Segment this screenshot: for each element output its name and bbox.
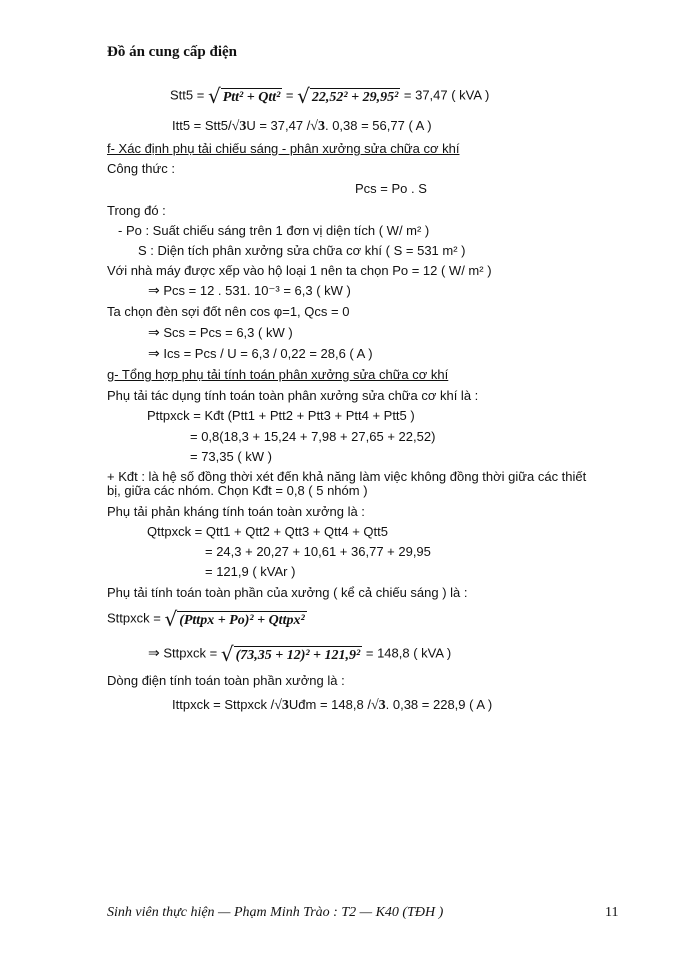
stt5-lhs: Stt5 =: [170, 87, 205, 103]
radical-sttpxck-numeric: √ (73,35 + 12)² + 121,9²: [220, 642, 361, 666]
sqrt3-symbol: √3: [231, 119, 247, 134]
equation-itt5: Itt5 = Stt5/√3U = 37,47 /√3. 0,38 = 56,77 ( A ): [172, 118, 432, 134]
kdt-note-line-2: bị, giữa các nhóm. Chọn Kđt = 0,8 ( 5 nhóm ): [107, 483, 368, 498]
section-g-heading: g- Tổng hợp phụ tải tính toán phân xưởng sửa chữa cơ khí: [107, 367, 449, 382]
pcs-result-line: ⇒ Pcs = 12 . 531. 10⁻³ = 6,3 ( kW ): [148, 283, 351, 299]
sqrt3-symbol: √3: [310, 119, 325, 134]
equation-ittpxck: Ittpxck = Sttpxck /√3Uđm = 148,8 /√3. 0,38 = 228,9 ( A ): [172, 697, 493, 713]
q-equation-line-2: = 24,3 + 20,27 + 10,61 + 36,77 + 29,95: [205, 544, 431, 559]
implies-arrow-icon: ⇒: [148, 325, 160, 341]
page-header-title: Đồ án cung cấp điện: [107, 44, 238, 60]
section-f-heading: f- Xác định phụ tải chiếu sáng - phân xưởng sửa chữa cơ khí: [107, 141, 460, 156]
formula-label: Công thức :: [107, 161, 175, 176]
q-equation-line-1: Qttpxck = Qtt1 + Qtt2 + Qtt3 + Qtt4 + Qtt5: [147, 524, 388, 539]
formula-pcs: Pcs = Po . S: [355, 181, 427, 196]
radical-sttpxck-symbolic: √ (Pttpx + Po)² + Qttpx²: [164, 607, 305, 631]
implies-arrow-icon: ⇒: [148, 283, 160, 299]
lamp-choice: Ta chọn đèn sợi đốt nên cos φ=1, Qcs = 0: [107, 304, 350, 319]
where-label: Trong đó :: [107, 203, 166, 218]
scs-result-line: ⇒ Scs = Pcs = 6,3 ( kW ): [148, 325, 293, 341]
radical-stt5-numeric: √ 22,52² + 29,95²: [297, 84, 399, 108]
sqrt3-symbol: √3: [274, 698, 289, 713]
definition-po: - Po : Suất chiếu sáng trên 1 đơn vị diện tích ( W/ m² ): [118, 223, 430, 238]
kdt-note-line-1: + Kđt : là hệ số đồng thời xét đến khả năng làm việc không đồng thời giữa các thiết: [107, 469, 587, 484]
p-equation-line-1: Pttpxck = Kđt (Ptt1 + Ptt2 + Ptt3 + Ptt4 + Ptt5 ): [147, 408, 415, 423]
p-equation-line-2: = 0,8(18,3 + 15,24 + 7,98 + 27,65 + 22,52): [190, 429, 436, 444]
stt5-result: = 37,47 ( kVA ): [403, 87, 490, 103]
footer-author: Sinh viên thực hiện — Phạm Minh Trào : T2 — K40 (TĐH ): [107, 905, 444, 920]
equation-sttpxck-symbolic: Sttpxck = √ (Pttpx + Po)² + Qttpx²: [107, 607, 305, 631]
implies-arrow-icon: ⇒: [148, 645, 160, 662]
q-intro: Phụ tải phản kháng tính toán toàn xưởng là :: [107, 504, 365, 519]
s-intro: Phụ tải tính toán toàn phần của xưởng ( kể cả chiếu sáng ) là :: [107, 585, 468, 600]
p-intro: Phụ tải tác dụng tính toán toàn phân xưởng sửa chữa cơ khí là :: [107, 388, 479, 403]
i-intro: Dòng điện tính toán toàn phần xưởng là :: [107, 673, 345, 688]
equation-sttpxck-numeric: ⇒ Sttpxck = √ (73,35 + 12)² + 121,9² = 148,8 ( kVA ): [148, 642, 452, 666]
definition-s: S : Diện tích phân xưởng sửa chữa cơ khí ( S = 531 m² ): [138, 243, 466, 258]
ics-result-line: ⇒ Ics = Pcs / U = 6,3 / 0,22 = 28,6 ( A ): [148, 346, 373, 362]
q-equation-line-3: = 121,9 ( kVAr ): [205, 564, 296, 579]
choose-po: Với nhà máy được xếp vào hộ loại 1 nên ta chọn Po = 12 ( W/ m² ): [107, 263, 492, 278]
implies-arrow-icon: ⇒: [148, 346, 160, 362]
sqrt3-symbol: √3: [370, 698, 386, 713]
page-number: 11: [605, 905, 619, 920]
p-equation-line-3: = 73,35 ( kW ): [190, 449, 272, 464]
radical-stt5-symbolic: √ Ptt² + Qtt²: [207, 84, 281, 108]
equation-stt5: Stt5 = √ Ptt² + Qtt² = √ 22,52² + 29,95² = 37,47 ( kVA ): [170, 84, 490, 108]
